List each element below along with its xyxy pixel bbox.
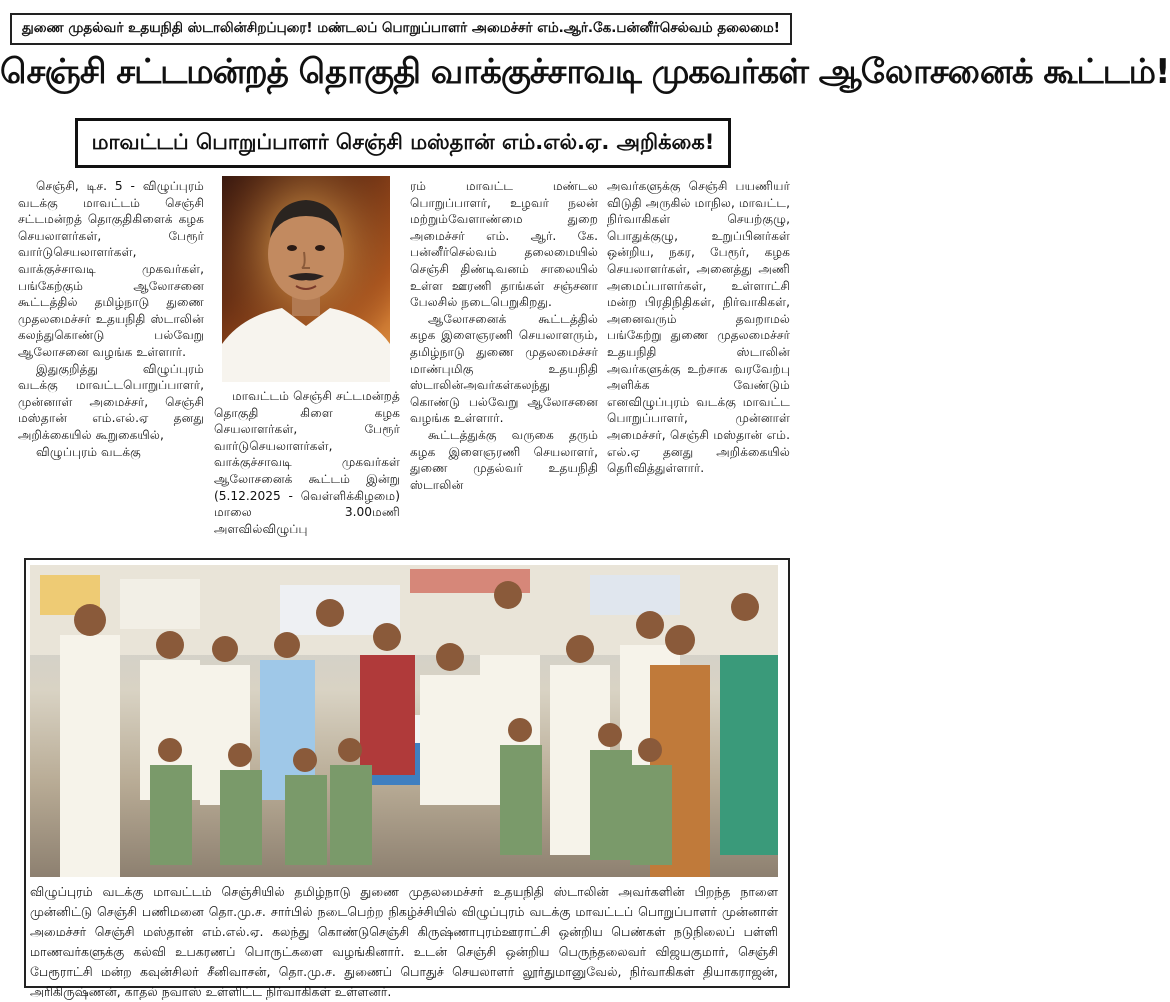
previous-page-edge xyxy=(0,0,800,7)
article-column-2 xyxy=(214,388,400,537)
portrait-photo xyxy=(222,176,390,382)
article-paragraph: மாவட்டம் செஞ்சி சட்டமன்றத் தொகுதி கிளை கழக செயலாளர்கள், பேரூர் வார்டுசெயலாளர்கள், வாக்குச்சாவடி முகவர்கள் ஆலோசனைக் கூட்டம் இன்று (5.12.2025 - வெள்ளிக்கிழமை) மாலை 3.00மணி அளவில்விழுப்பு xyxy=(214,389,400,536)
article-paragraph: அவர்களுக்கு செஞ்சி பயணியர் விடுதி அருகில் மாநில, மாவட்ட, நிர்வாகிகள் செயற்குழு, பொதுக்குழு, உறுப்பினர்கள் ஒன்றிய, நகர, பேரூர், கழக செயலாளர்கள், அனைத்து அணி அமைப்பாளர்கள், உள்ளாட்சி மன்ற பிரதிநிதிகள், நிர்வாகிகள், அனைவரும் தவறாமல் பங்கேற்று துணை முதலமைச்சர் உதயநிதி ஸ்டாலின் அவர்களுக்கு உற்சாக வரவேற்பு அளிக்க வேண்டும் எனவிழுப்புரம் வடக்கு மாவட்ட பொறுப்பாளர், முன்னாள் அமைச்சர், செஞ்சி மஸ்தான் எம். எல்.ஏ தனது அறிக்கையில் தெரிவித்துள்ளார். xyxy=(607,179,790,476)
portrait-illustration xyxy=(222,176,390,382)
article-paragraph: ரம் மாவட்ட மண்டல பொறுப்பாளர், உழவர் நலன் மற்றும்வேளாண்மை துறை அமைச்சர் எம். ஆர். கே. பன்னீர்செல்வம் தலைமையில் செஞ்சி திண்டிவனம் சாலையில் உள்ள ஊரணி தாங்கள் சஞ்சனா பேலசில் நடைபெறுகிறது. xyxy=(410,179,598,310)
subheadline-text: மாவட்டப் பொறுப்பாளர் செஞ்சி மஸ்தான் எம்.எல்.ஏ. அறிக்கை! xyxy=(91,129,715,154)
event-photo-illustration xyxy=(30,565,778,877)
article-paragraph: இதுகுறித்து விழுப்புரம் வடக்கு மாவட்டபொறுப்பாளர், முன்னாள் அமைச்சர், செஞ்சி மஸ்தான் எம்.எல்.ஏ தனது அறிக்கையில் கூறுகையில், xyxy=(18,361,204,442)
subheadline-box xyxy=(75,118,731,168)
headline: செஞ்சி சட்டமன்றத் தொகுதி வாக்குச்சாவடி முகவர்கள் ஆலோசனைக் கூட்டம்! xyxy=(0,52,1170,92)
article-column-4 xyxy=(607,178,790,477)
article-paragraph: செஞ்சி, டிச. 5 - விழுப்புரம் வடக்கு மாவட்டம் செஞ்சி சட்டமன்றத் தொகுதிகிளைக் கழக செயலாளர்கள், பேரூர் வார்டுசெயலாளர்கள், வாக்குச்சாவடி முகவர்கள், பங்கேற்கும் ஆலோசனை கூட்டத்தில் தமிழ்நாடு துணை முதலமைச்சர் உதயநிதி ஸ்டாலின் கலந்துகொண்டு பல்வேறு ஆலோசனை வழங்க உள்ளார். xyxy=(18,179,204,359)
article-paragraph: கூட்டத்துக்கு வருகை தரும் கழக இளைஞரணி செயலாளர், துணை முதல்வர் உதயநிதி ஸ்டாலின் xyxy=(410,427,598,492)
article-paragraph: விழுப்புரம் வடக்கு xyxy=(36,444,141,459)
photo-caption: விழுப்புரம் வடக்கு மாவட்டம் செஞ்சியில் தமிழ்நாடு துணை முதலமைச்சர் உதயநிதி ஸ்டாலின் அவர்களின் பிறந்த நாளை முன்னிட்டு செஞ்சி பணிமனை தொ.மு.ச. சார்பில் நடைபெற்ற நிகழ்ச்சியில் விழுப்புரம் வடக்கு மாவட்டப் பொறுப்பாளர் முன்னாள் அமைச்சர் செஞ்சி மஸ்தான் எம்.எல்.ஏ. கலந்து கொண்டுசெஞ்சி கிருஷ்ணாபுரம்ஊராட்சி ஒன்றிய பெண்கள் நடுநிலைப் பள்ளி மாணவர்களுக்கு கல்வி உபகரணப் பொருட்களை வழங்கினார். உடன் செஞ்சி ஒன்றிய பெருந்தலைவர் விஜயகுமார், செஞ்சி பேரூராட்சி மன்ற கவுன்சிலர் சீனிவாசன், தொ.மு.ச. துணைப் பொதுச் செயலாளர் லூர்துமானுவேல், நிர்வாகிகள் தியாகராஜன், அரிகிருஷ்ணன், காதல் நவாஸ் உள்ளிட்ட நிர்வாகிகள் உள்ளனர். xyxy=(30,884,778,999)
article-column-1 xyxy=(18,178,204,460)
article-paragraph: ஆலோசனைக் கூட்டத்தில் கழக இளைஞரணி செயலாளரும், தமிழ்நாடு துணை முதலமைச்சர் மாண்புமிகு உதயநிதி ஸ்டாலின்அவர்கள்கலந்து கொண்டு பல்வேறு ஆலோசனை வழங்க உள்ளார். xyxy=(410,311,598,426)
top-kicker-banner xyxy=(10,13,792,45)
top-kicker-text: துணை முதல்வர் உதயநிதி ஸ்டாலின்சிறப்புரை! மண்டலப் பொறுப்பாளர் அமைச்சர் எம்.ஆர்.கே.பன்னீர்செல்வம் தலைமை! xyxy=(22,20,780,36)
article-column-3 xyxy=(410,178,598,493)
event-photo xyxy=(30,565,778,877)
